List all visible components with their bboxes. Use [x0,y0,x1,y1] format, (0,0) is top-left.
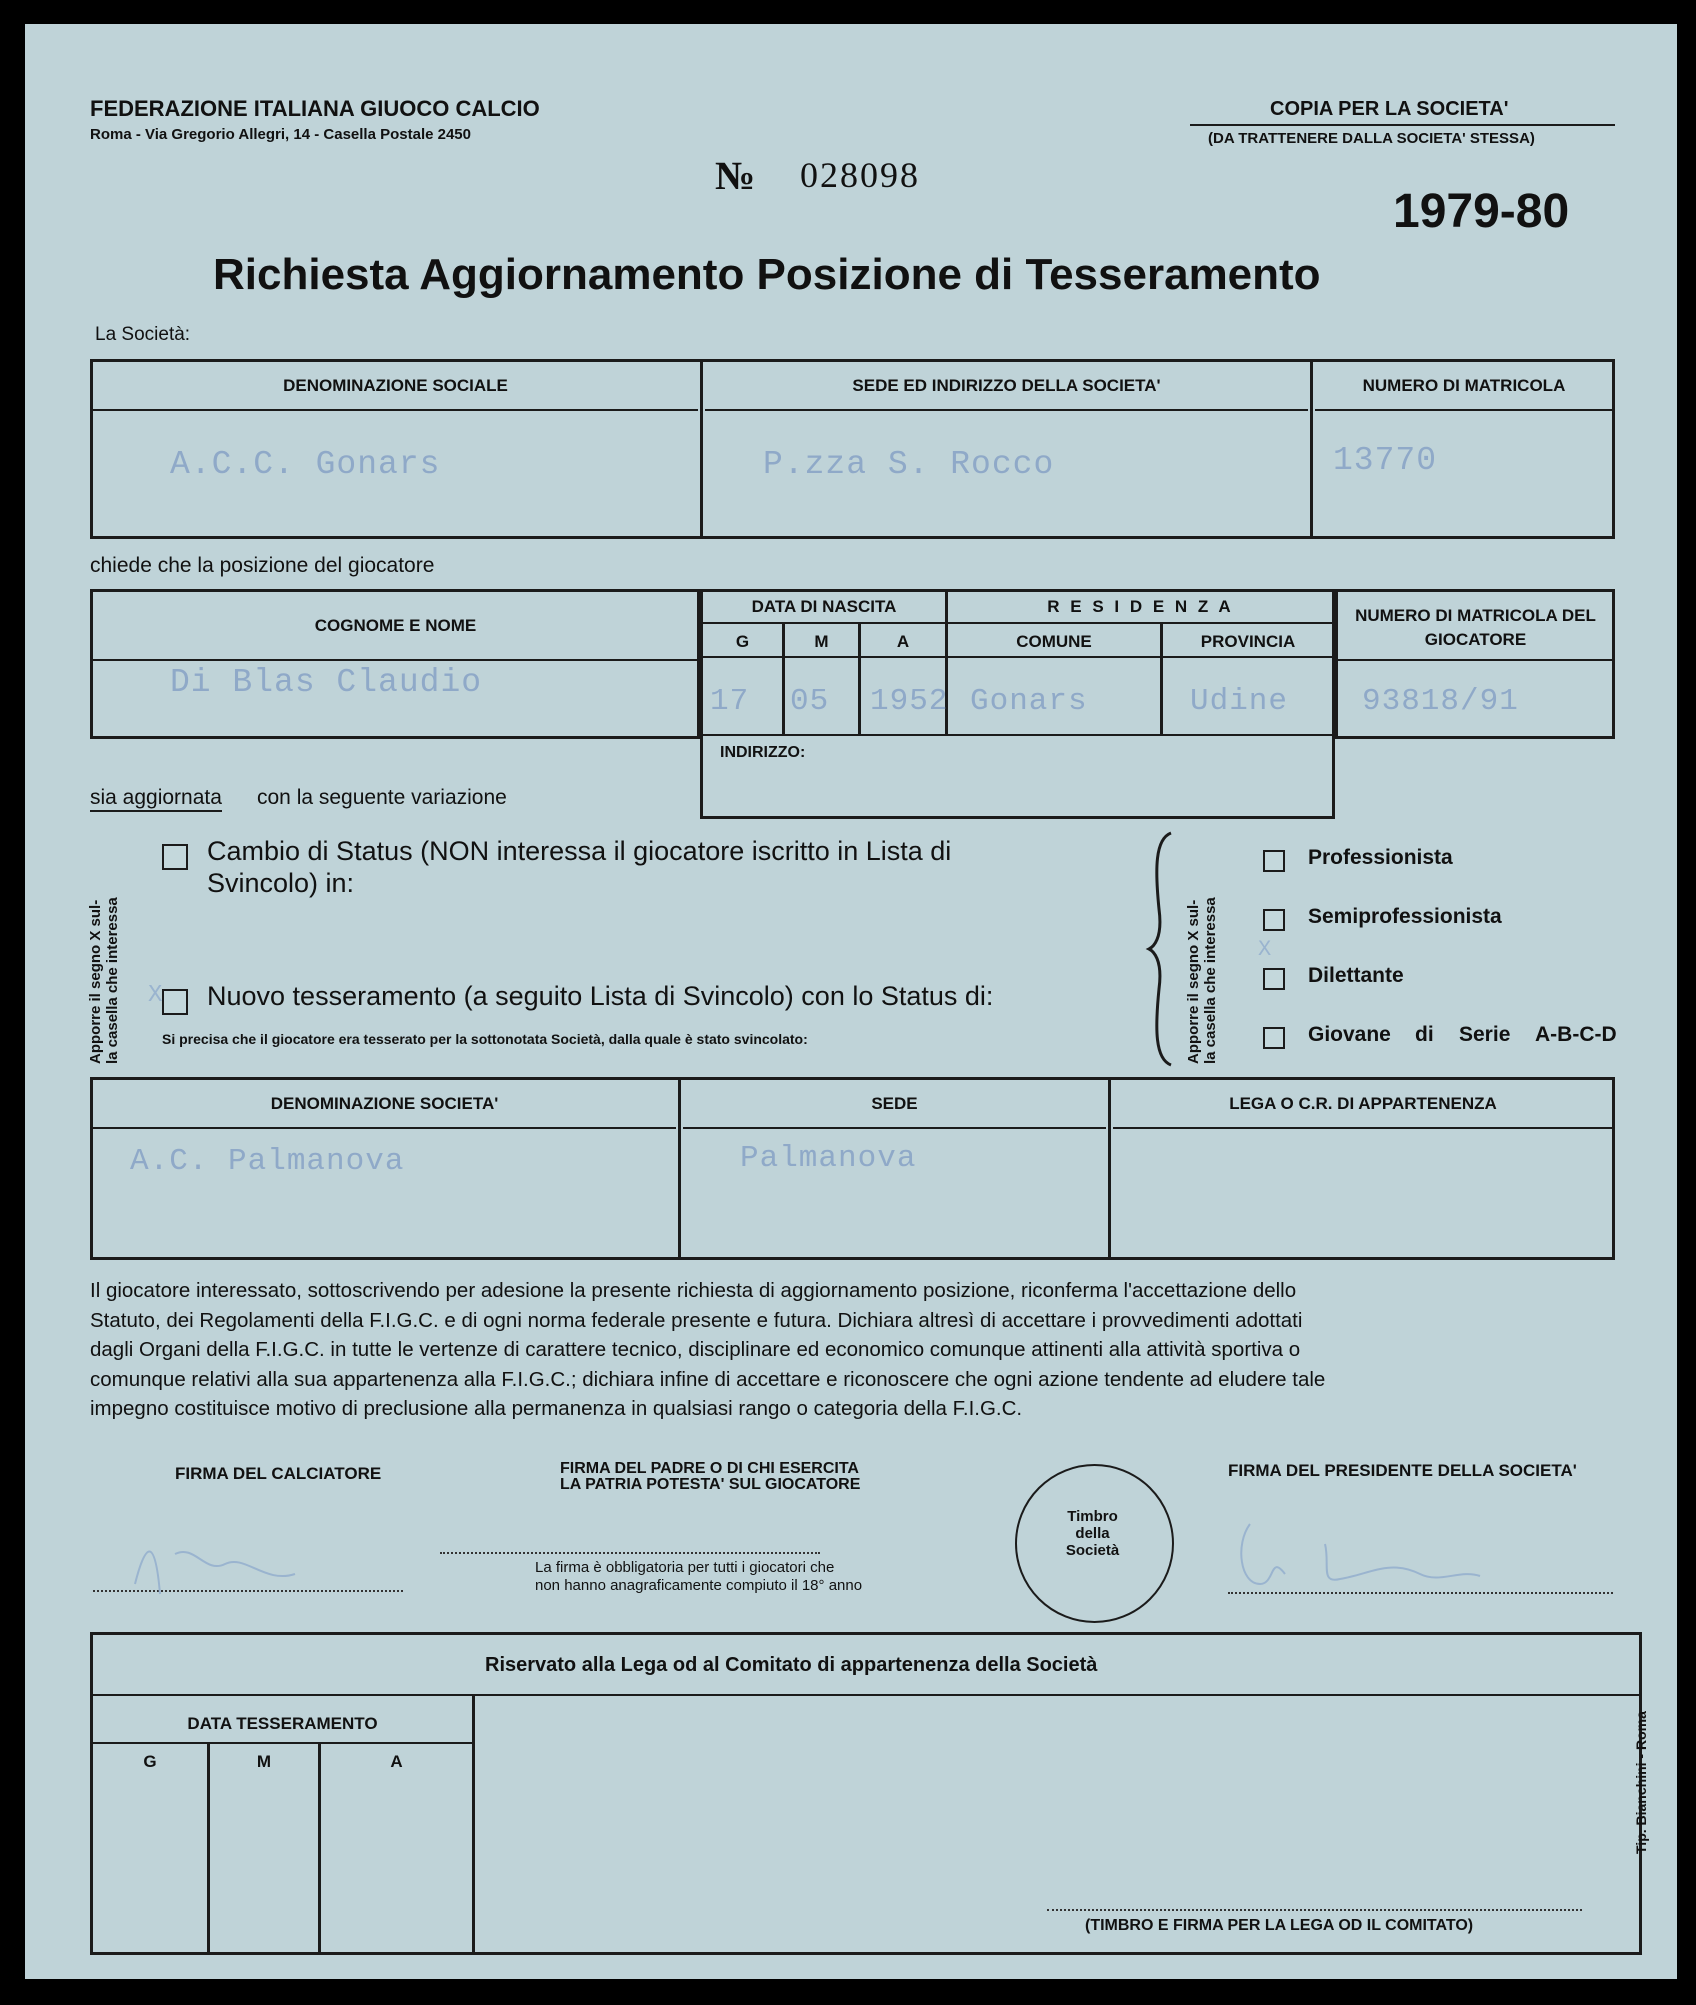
checkbox-professionista[interactable] [1263,850,1285,872]
status-giovane-word-2: di [1415,1023,1434,1046]
updated-prefix: sia aggiornata [90,786,222,812]
birth-year-value: 1952 [870,684,949,719]
residence-header: R E S I D E N Z A [1047,597,1234,616]
parent-signature-line[interactable] [440,1552,820,1554]
society-header-matricola: NUMERO DI MATRICOLA [1362,376,1566,395]
reserved-date-sub-a: A [390,1752,403,1771]
previous-name-value: A.C. Palmanova [130,1144,405,1179]
player-signature-label: FIRMA DEL CALCIATORE [175,1464,382,1483]
residence-sub-comune: COMUNE [1016,632,1092,651]
status-semiprofessionista: Semiprofessionista [1308,905,1502,928]
parent-note-line1: La firma è obbligatoria per tutti i giocatori che [535,1559,835,1576]
serial-number: 028098 [800,155,920,195]
dilettante-mark: X [1258,937,1272,962]
society-name-value: A.C.C. Gonars [170,446,441,483]
society-matricola-value: 13770 [1333,442,1438,479]
updated-rest: con la seguente variazione [257,786,507,809]
birth-sub-a: A [896,632,910,651]
birth-bottom-rule [703,734,1333,736]
declaration-line: Statuto, dei Regolamenti della F.I.G.C. e di ogni norma federale presente e futura. Dichiara altresì di accettare i provvedimenti adottati [90,1308,1303,1332]
side-note-left [87,897,121,1064]
player-matricola-rule [1338,659,1613,661]
stamp-word: Timbro [1067,1508,1118,1525]
reserved-date-sub-m: M [256,1752,272,1771]
brace [1143,829,1183,1069]
reserved-g-divider [207,1744,210,1952]
player-intro: chiede che la posizione del giocatore [90,554,435,577]
federation-address: Roma - Via Gregorio Allegri, 14 - Casella Postale 2450 [90,126,471,143]
clarification: Si precisa che il giocatore era tesserato per la sottonotata Società, dalla quale è stato svincolato: [162,1031,808,1047]
checkbox-giovane[interactable] [1263,1027,1285,1049]
copy-underline [1190,124,1615,126]
reserved-section [90,1632,1642,1955]
declaration-line: Il giocatore interessato, sottoscrivendo per adesione la presente richiesta di aggiornamento posizione, riconferma l'accettazione dello [90,1279,1297,1302]
checkbox-new-registration[interactable] [162,989,188,1015]
status-giovane-word-4: A-B-C-D [1535,1023,1617,1046]
previous-header-seat: SEDE [871,1094,918,1113]
status-giovane-word-1: Giovane [1308,1023,1391,1046]
parent-note [535,1559,862,1595]
side-note-left-line2: la casella che interessa [104,897,121,1064]
society-divider-2 [1310,359,1313,539]
previous-header-name: DENOMINAZIONE SOCIETA' [270,1094,499,1113]
form-sheet [25,24,1677,1979]
serial-prefix: № [715,153,756,198]
birth-sub-g: G [735,632,750,651]
reserved-date-rule [93,1742,472,1744]
reserved-m-divider [318,1744,321,1952]
society-header-rule-2 [705,409,1308,411]
residence-provincia-value: Udine [1190,684,1289,719]
residence-sub-provincia: PROVINCIA [1200,632,1296,651]
society-address-value: P.zza S. Rocco [763,446,1055,483]
parent-note-line2: non hanno anagraficamente compiuto il 18° anno [535,1577,863,1594]
previous-divider-2 [1108,1077,1111,1260]
printer-note: Tip. Bianchini - Roma [1633,1711,1649,1854]
birth-sub-m: M [814,632,829,651]
address-label: INDIRIZZO: [720,744,806,761]
declaration-line: dagli Organi della F.I.G.C. in tutte le vertenze di carattere tecnico, disciplinare ed economico comunque attinenti alla attività sportiva o [90,1338,1301,1361]
reserved-date-sub-g: G [143,1752,157,1771]
side-note-right [1185,897,1219,1064]
status-dilettante: Dilettante [1308,964,1404,987]
player-matricola-value: 93818/91 [1362,684,1519,719]
copy-subtitle: (DA TRATTENERE DALLA SOCIETA' STESSA) [1208,130,1535,147]
society-header-name: DENOMINAZIONE SOCIALE [283,376,508,395]
status-giovane-word-3: Serie [1459,1023,1511,1046]
society-header-address: SEDE ED INDIRIZZO DELLA SOCIETA' [852,376,1161,395]
stamp-word: della [1075,1525,1110,1542]
reserved-footer: (TIMBRO E FIRMA PER LA LEGA OD IL COMITATO) [1085,1917,1474,1934]
federation-name: FEDERAZIONE ITALIANA GIUOCO CALCIO [90,96,540,121]
president-signature-mark [1230,1514,1500,1594]
reserved-title: Riservato alla Lega od al Comitato di appartenenza della Società [485,1654,1098,1676]
birth-day-value: 17 [710,684,750,719]
checkbox-semiprofessionista[interactable] [1263,909,1285,931]
new-registration-mark: X [148,982,163,1009]
birth-sub-rule [703,656,1333,658]
form-title: Richiesta Aggiornamento Posizione di Tesseramento [213,250,1321,299]
parent-signature-line1: FIRMA DEL PADRE O DI CHI ESERCITA [560,1460,859,1477]
parent-signature-label [560,1461,860,1493]
birth-header-rule [703,622,1333,624]
status-professionista: Professionista [1308,846,1453,869]
option-new: Nuovo tesseramento (a seguito Lista di Svincolo) con lo Status di: [207,981,994,1011]
declaration-line: comunque relativi alla sua appartenenza alla F.I.G.C.; dichiara infine di accettare e riconoscere che ogni azione tendente ad eludere tale [90,1367,1326,1391]
reserved-date-header: DATA TESSERAMENTO [187,1714,378,1733]
player-matricola-header: NUMERO DI MATRICOLA DEL GIOCATORE [1355,606,1596,649]
parent-signature-line2: LA PATRIA POTESTA' SUL GIOCATORE [560,1476,861,1493]
player-name-value: Di Blas Claudio [170,664,483,701]
society-stamp-label [1015,1508,1170,1559]
society-header-rule-3 [1315,409,1613,411]
previous-divider-1 [678,1077,681,1260]
previous-header-rule-3 [1113,1127,1613,1129]
declaration-line: impegno costituisce motivo di preclusione alla permanenza in qualsiasi rango o categoria della F.I.G.C. [90,1397,1023,1420]
player-name-header: COGNOME E NOME [314,616,477,635]
league-signature-line[interactable] [1047,1909,1582,1911]
previous-header-league: LEGA O C.R. DI APPARTENENZA [1229,1094,1497,1113]
previous-seat-value: Palmanova [740,1141,917,1176]
residence-comune-value: Gonars [970,684,1088,719]
previous-header-rule-2 [683,1127,1106,1129]
checkbox-dilettante[interactable] [1263,968,1285,990]
side-note-right-line2: la casella che interessa [1202,897,1219,1064]
reserved-title-rule [93,1694,1640,1696]
reserved-date-divider [472,1696,475,1952]
checkbox-status-change[interactable] [162,844,188,870]
copy-title: COPIA PER LA SOCIETA' [1270,98,1509,120]
previous-header-rule-1 [93,1127,676,1129]
society-intro: La Società: [95,324,191,345]
option-status-line1: Cambio di Status (NON interessa il giocatore iscritto in Lista di [207,836,952,866]
declaration-text [90,1276,1620,1424]
society-header-rule-1 [93,409,698,411]
option-status-line2: Svincolo) in: [207,868,355,898]
birth-month-value: 05 [790,684,830,719]
side-note-left-line1: Apporre il segno X sul- [87,899,104,1064]
birth-header: DATA DI NASCITA [751,597,897,616]
stamp-word: Società [1065,1542,1120,1559]
player-name-rule [93,659,698,661]
society-divider-1 [700,359,703,539]
season: 1979-80 [1393,185,1570,238]
side-note-right-line1: Apporre il segno X sul- [1185,899,1202,1064]
player-signature-mark [115,1524,335,1604]
president-signature-label: FIRMA DEL PRESIDENTE DELLA SOCIETA' [1228,1461,1577,1480]
